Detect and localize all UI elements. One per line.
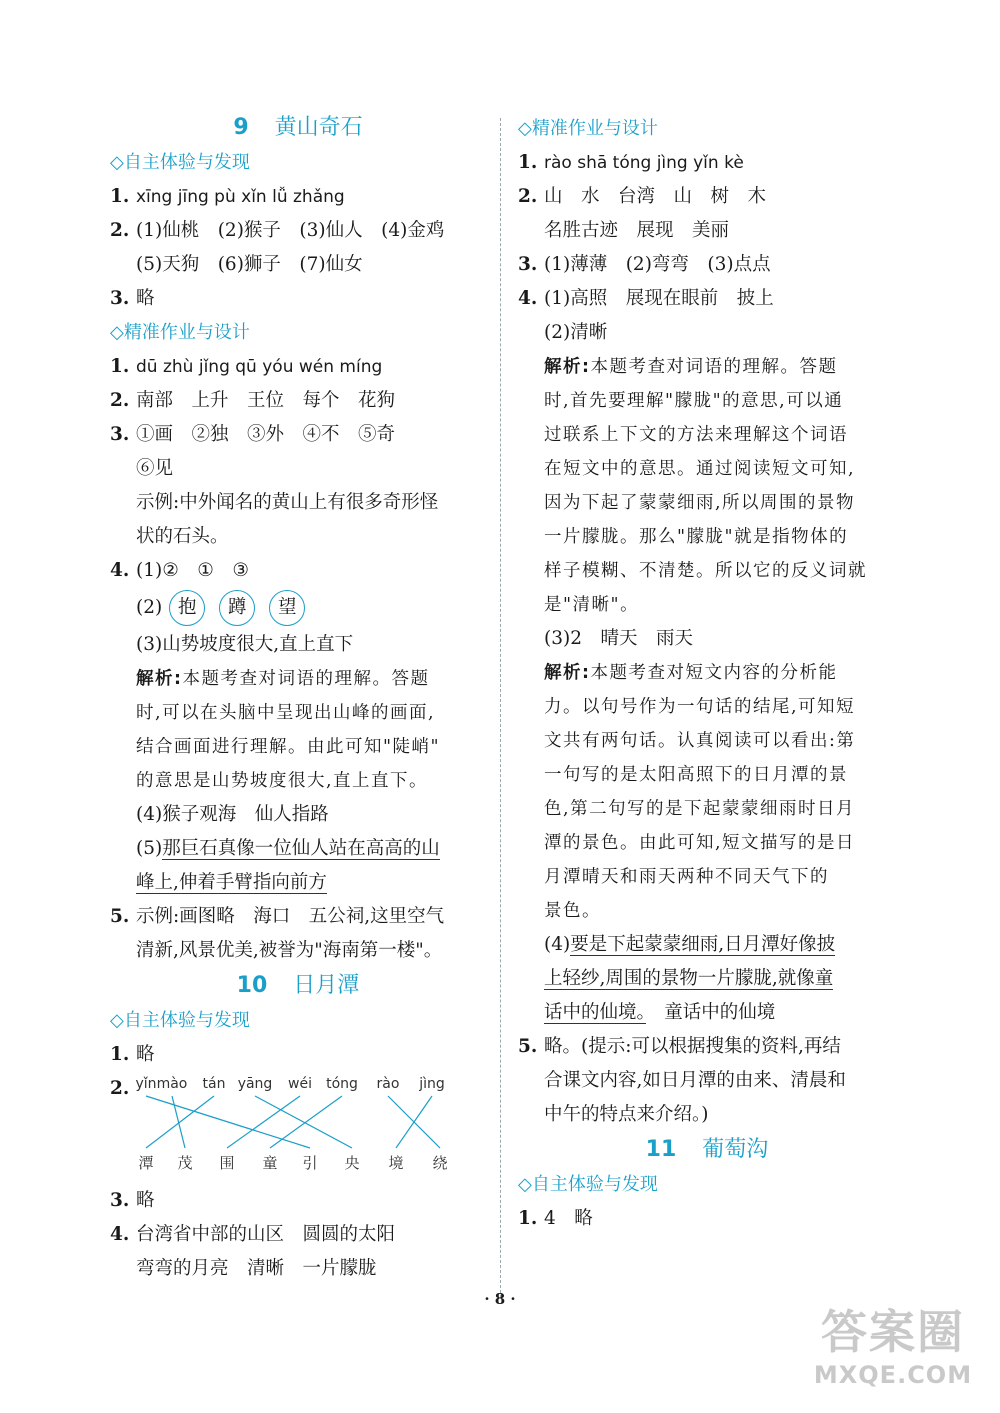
- explanation-line: 时,可以在头脑中呈现出山峰的画面,: [136, 703, 436, 723]
- answer-2-cont: (5)天狗 (6)狮子 (7)仙女: [136, 254, 363, 275]
- explanation-line: 在短文中的意思。通过阅读短文可知,: [544, 459, 856, 479]
- explanation-line: 一句写的是太阳高照下的日月潭的景: [544, 765, 848, 785]
- explanation-line: 景色。: [544, 901, 601, 921]
- explanation-line: 是"清晰"。: [544, 595, 640, 615]
- explanation-line: 一片朦胧。那么"朦胧"就是指物体的: [544, 527, 849, 547]
- practice-3-cont: ⑥见: [136, 458, 174, 479]
- practice-4-4: (4)要是下起蒙蒙细雨,日月潭好像披: [544, 934, 836, 955]
- practice-2: 2. 山 水 台湾 山 树 木: [518, 186, 767, 207]
- explanation: 解析:本题考查对短文内容的分析能: [544, 663, 838, 683]
- explanation-line: 的意思是山势坡度很大,直上直下。: [136, 771, 429, 791]
- match-char: 茂: [177, 1154, 193, 1172]
- circled-char: 抱: [169, 590, 205, 626]
- match-pinyin: jìng: [419, 1076, 445, 1092]
- match-char: 央: [344, 1154, 360, 1172]
- watermark-logo: [804, 1303, 982, 1401]
- explanation: 解析:本题考查对词语的理解。答题: [136, 669, 430, 689]
- section-heading: ◇自主体验与发现: [518, 1174, 658, 1195]
- practice-3: 3. (1)薄薄 (2)弯弯 (3)点点: [518, 254, 771, 275]
- practice-5-cont: 合课文内容,如日月潭的由来、清晨和: [544, 1070, 846, 1091]
- page-number: · 8 ·: [484, 1290, 516, 1308]
- section-heading: ◇精准作业与设计: [110, 322, 250, 343]
- match-line: [146, 1096, 214, 1148]
- match-char: 引: [302, 1154, 318, 1172]
- watermark-text: 答案圈: [821, 1305, 965, 1359]
- section-heading: ◇自主体验与发现: [110, 1010, 250, 1031]
- match-char: 童: [262, 1154, 278, 1172]
- match-line: [270, 1096, 342, 1148]
- practice-4-4: (4)猴子观海 仙人指路: [136, 804, 329, 825]
- explanation-line: 力。以句号作为一句话的结尾,可知短: [544, 697, 856, 717]
- explanation-line: 过联系上下文的方法来理解这个词语: [544, 425, 848, 445]
- answer-2: 2. (1)仙桃 (2)猴子 (3)仙人 (4)金鸡: [110, 220, 445, 241]
- matching-exercise: 2. yǐn mào tán yāng wéi tóng rào jìng 潭 茂 围 童 引 央 境 绕: [110, 1072, 486, 1184]
- explanation: 解析:本题考查对词语的理解。答题: [544, 357, 838, 377]
- explanation-line: 时,首先要理解"朦胧"的意思,可以通: [544, 391, 844, 411]
- match-line: [227, 1096, 300, 1148]
- practice-4-4-cont: 话中的仙境。 童话中的仙境: [544, 1002, 776, 1023]
- answer-4: 4. 台湾省中部的山区 圆圆的太阳: [110, 1224, 396, 1245]
- match-line: [255, 1096, 352, 1148]
- practice-3: 3. ①画 ②独 ③外 ④不 ⑤奇: [110, 424, 396, 445]
- practice-5-cont: 清新,风景优美,被誉为"海南第一楼"。: [136, 940, 443, 961]
- explanation-line: 文共有两句话。认真阅读可以看出:第: [544, 731, 856, 751]
- match-pinyin: tán: [202, 1076, 226, 1092]
- explanation-line: 因为下起了蒙蒙细雨,所以周围的景物: [544, 493, 856, 513]
- match-char: 境: [388, 1154, 404, 1172]
- match-char: 潭: [138, 1154, 154, 1172]
- practice-4: 4. (1)高照 展现在眼前 披上: [518, 288, 774, 309]
- match-char: 围: [219, 1154, 235, 1172]
- match-char: 绕: [432, 1154, 448, 1172]
- answer-1: 1. 略: [110, 1044, 155, 1065]
- practice-5: 5. 略。(提示:可以根据搜集的资料,再结: [518, 1036, 841, 1057]
- watermark-url: MXQE.COM: [813, 1361, 973, 1389]
- answer-4-cont: 弯弯的月亮 清晰 一片朦胧: [136, 1258, 377, 1279]
- match-pinyin: wéi: [288, 1076, 312, 1092]
- answer-1: 1. xīng jīng pù xǐn lǚ zhǎng: [110, 186, 345, 207]
- practice-4-4-cont: 上轻纱,周围的景物一片朦胧,就像童: [544, 968, 834, 989]
- explanation-line: 结合画面进行理解。由此可知"陡峭": [136, 737, 441, 757]
- answer-3: 3. 略: [110, 288, 155, 309]
- match-pinyin: rào: [376, 1076, 400, 1092]
- section-heading: ◇精准作业与设计: [518, 118, 658, 139]
- match-line: [146, 1096, 310, 1148]
- match-pinyin: yāng: [237, 1076, 273, 1092]
- practice-4-circles: (2) 抱 蹲 望: [110, 588, 486, 628]
- answer-3: 3. 略: [110, 1190, 155, 1211]
- practice-4-5-cont: 峰上,伸着手臂指向前方: [136, 872, 327, 893]
- practice-5-cont: 中午的特点来介绍。): [544, 1104, 709, 1125]
- match-line: [172, 1096, 185, 1148]
- answer-1: 1. 4 略: [518, 1208, 593, 1229]
- practice-4-5: (5)那巨石真像一位仙人站在高高的山: [136, 838, 440, 859]
- circled-char: 望: [269, 590, 305, 626]
- practice-2: 2. 南部 上升 王位 每个 花狗: [110, 390, 396, 411]
- practice-1: 1. dū zhù jǐng qū yóu wén míng: [110, 356, 383, 377]
- match-line: [396, 1096, 432, 1148]
- left-column: [110, 110, 486, 1286]
- column-divider: [500, 118, 501, 1298]
- practice-4-2: (2)清晰: [544, 322, 608, 343]
- practice-3-example: 示例:中外闻名的黄山上有很多奇形怪: [136, 492, 439, 513]
- chapter-11-title: 11 葡萄沟: [645, 1137, 769, 1162]
- right-column: [518, 110, 896, 1236]
- practice-4: 4. (1)② ① ③: [110, 560, 249, 581]
- practice-2-cont: 名胜古迹 展现 美丽: [544, 220, 730, 241]
- practice-1: 1. rào shā tóng jìng yǐn kè: [518, 152, 744, 173]
- chapter-10-title: 10 日月潭: [236, 973, 360, 998]
- practice-3-example-cont: 状的石头。: [136, 526, 229, 547]
- practice-4-3: (3)山势坡度很大,直上直下: [136, 634, 354, 655]
- match-pinyin: mào: [156, 1076, 188, 1092]
- matching-lines: [110, 1072, 460, 1184]
- explanation-line: 色,第二句写的是下起蒙蒙细雨时日月: [544, 799, 856, 819]
- explanation-line: 样子模糊、不清楚。所以它的反义词就: [544, 561, 867, 581]
- match-pinyin: yǐn: [135, 1076, 157, 1092]
- explanation-line: 潭的景色。由此可知,短文描写的是日: [544, 833, 856, 853]
- practice-5: 5. 示例:画图略 海口 五公祠,这里空气: [110, 906, 445, 927]
- chapter-9-title: 9 黄山奇石: [233, 115, 363, 140]
- section-heading: ◇自主体验与发现: [110, 152, 250, 173]
- practice-4-3: (3)2 晴天 雨天: [544, 628, 693, 649]
- explanation-line: 月潭晴天和雨天两种不同天气下的: [544, 867, 829, 887]
- match-pinyin: tóng: [326, 1076, 358, 1092]
- circled-char: 蹲: [219, 590, 255, 626]
